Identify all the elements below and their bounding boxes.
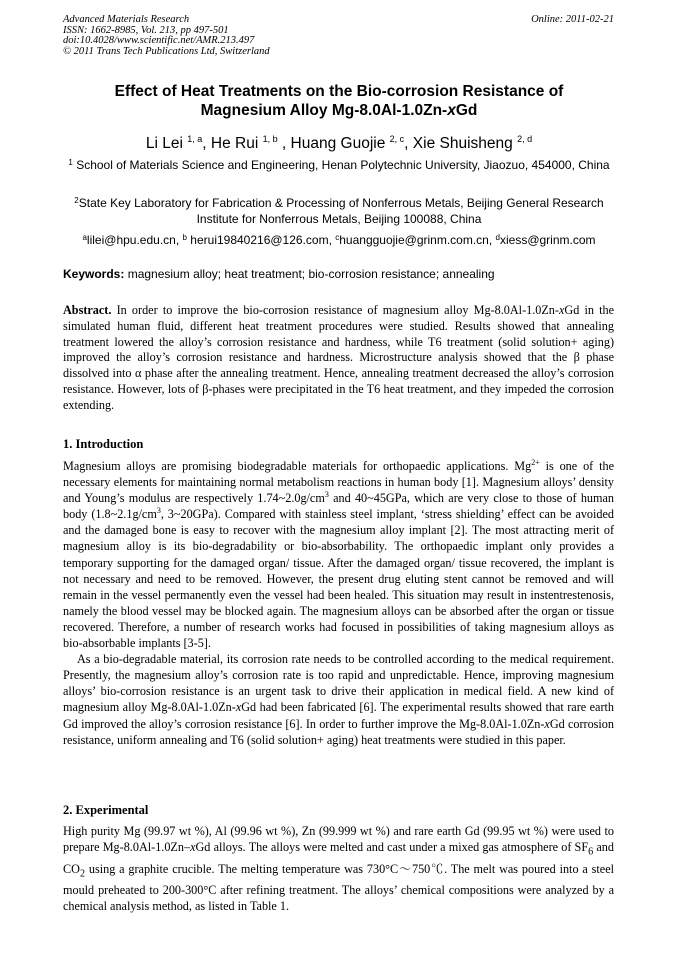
author-name: Li Lei <box>145 135 183 152</box>
author-name: Xie Shuisheng <box>412 135 513 152</box>
email-link[interactable]: herui19840216@126.com <box>190 233 329 247</box>
section-heading-introduction: 1. Introduction <box>63 437 144 451</box>
email-link[interactable]: lilei@hpu.edu.cn <box>86 233 176 247</box>
email-link[interactable]: xiess@grinm.com <box>499 233 596 247</box>
keywords-text: magnesium alloy; heat treatment; bio-corrosion resistance; annealing <box>127 267 495 281</box>
title-line-2: Magnesium Alloy Mg-8.0Al-1.0Zn-xGd <box>200 102 478 119</box>
title-line-1: Effect of Heat Treatments on the Bio-corrosion Resistance of <box>114 83 564 100</box>
author-sup: 1, b <box>262 134 278 144</box>
online-date: Online: 2011-02-21 <box>531 14 614 25</box>
author-sup: 1, a <box>187 134 203 144</box>
introduction-body <box>63 458 614 748</box>
keywords <box>63 266 495 282</box>
author-list: Li Lei $^{1, a}$, He Rui $^{1, b}$ , Huang Guojie $^{2, c}$, Xie Shuisheng $^{2, d}$ <box>145 134 533 152</box>
paragraph: Magnesium alloys are promising biodegradable materials for orthopaedic applications. $Mg^{2+}$ is one of the necessary elements for maintaining normal metabolism reactions in human body [1]. Magnesium alloys’ density and Young’s modulus are respectively $1.74\sim 2.0g/cm^3$ and 40~45GPa, which are very close to those of human body ($1.8\sim 2.1g/cm^3$, 3~20GPa). Compared with stainless steel implant, ‘stress shielding’ effect can be avoided and the damaged bone is easy to recover with the magnesium alloy implant [2]. The most attracting merit of magnesium alloy is its bio-degradability or bio-absorbability. The orthopaedic implant only provides a temporary supporting for the damaged organ/ tissue. After the damaged organ/ tissue recovered, the implant is not necessary and need to be removed. However, the present drug eluting stent cannot be removed and will remain in the vessel permanently even the vessel had been healed. This situation may result in instentrestenosis, namely the blood vessel may be blocked again. The magnesium alloys can be absorbed after the organ or tissue recovered. Therefore, a number of research works had focused in possibilities of taking magnesium alloys as bio-absorbable implants [3-5]. <box>63 458 614 651</box>
journal-header <box>63 15 270 57</box>
abstract-label: Abstract. <box>63 303 112 317</box>
journal-issn: ISSN: 1662-8985, Vol. 213, pp 497-501 <box>63 24 229 36</box>
paper-title <box>30 82 648 120</box>
author-sup: 2, d <box>517 134 533 144</box>
author-sup: 2, c <box>389 134 405 144</box>
section-heading-experimental: 2. Experimental <box>63 803 149 817</box>
paragraph: As a bio-degradable material, its corrosion rate needs to be controlled according to the medical requirement. Presently, the magnesium alloy’s corrosion rate is too rapid and unpredictable. Hence, improving magnesium alloys’ bio-corrosion resistance is an urgent task to drive their application in medical field. A new kind of magnesium alloy Mg-8.0Al-1.0Zn-xGd had been fabricated [6]. The experimental results showed that rare earth Gd improved the alloy’s corrosion resistance [6]. In order to further improve the Mg-8.0Al-1.0Zn-xGd corrosion resistance, uniform annealing and T6 (solid solution+ aging) heat treatments were studied in this paper. <box>63 652 615 747</box>
email-link[interactable]: huangguojie@grinm.com.cn <box>339 233 489 247</box>
experimental-body <box>63 823 614 914</box>
author-emails: $^a$lilei@hpu.edu.cn, $^b$ herui19840216@126.com, $^c$huangguojie@grinm.com.cn, $^d$xiess@grinm.com <box>82 233 596 247</box>
journal-copyright: © 2011 Trans Tech Publications Ltd, Switzerland <box>63 45 270 57</box>
affiliation-1: $^1$ School of Materials Science and Engineering, Henan Polytechnic University, Jiaozuo, 454000, China <box>68 158 610 172</box>
abstract: Abstract. In order to improve the bio-corrosion resistance of magnesium alloy Mg-8.0Al-1.0Zn-xGd in the simulated human fluid, different heat treatment procedures were studied. Results showed that annealing treatment lowered the alloy’s corrosion resistance and hardness, while T6 treatment (solid solution+ aging) improved the alloy’s corrosion resistance and hardness. Microstructure analysis showed that the β phase dissolved into α phase after the annealing treatment. Hence, annealing treatment decreased the alloy’s corrosion resistance. However, lots of β-phases were precipitated in the T6 heat treatment, and they impeded the corrosion extending. <box>63 303 615 412</box>
author-name: He Rui <box>210 135 259 152</box>
paragraph: High purity Mg (99.97 wt %), Al (99.96 wt %), Zn (99.999 wt %) and rare earth Gd (99.95 wt %) were used to prepare Mg-8.0Al-1.0Zn–xGd alloys. The alloys were melted and cast under a mixed gas atmosphere of $SF_6$ and $CO_2$ using a graphite crucible. The melting temperature was 730°C～750℃. The melt was poured into a steel mould preheated to 200-300°C after refining treatment. The alloys’ chemical compositions were analyzed by a chemical analysis method, as listed in Table 1. <box>63 824 614 914</box>
journal-doi: doi:10.4028/www.scientific.net/AMR.213.497 <box>63 35 255 46</box>
keywords-label: Keywords: <box>63 267 125 281</box>
affiliation-2: $^2$State Key Laboratory for Fabrication & Processing of Nonferrous Metals, Beijing General Research Institute for Nonferrous Metals, Beijing 100088, China <box>74 196 604 226</box>
author-name: Huang Guojie <box>290 135 386 152</box>
journal-name: Advanced Materials Research <box>63 14 190 25</box>
